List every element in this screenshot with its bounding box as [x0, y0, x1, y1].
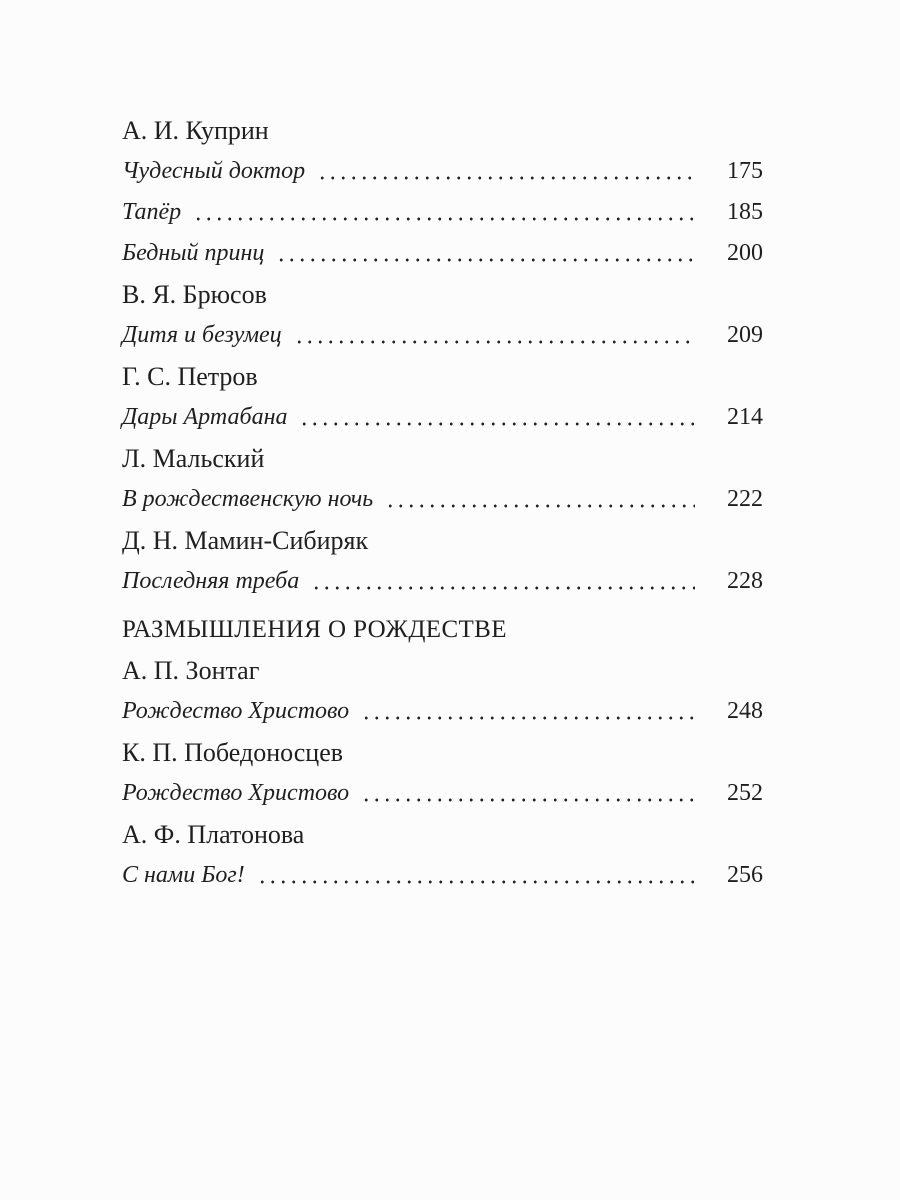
- toc-entry: [122, 691, 763, 732]
- toc-entry-title: Тапёр: [122, 199, 182, 225]
- dot-leader: [292, 315, 695, 356]
- toc-entry: [122, 855, 763, 896]
- toc-entry-page-number: 214: [727, 404, 763, 430]
- toc-section-heading: РАЗМЫШЛЕНИЯ О РОЖДЕСТВЕ: [122, 615, 507, 643]
- toc-entry-title: Дары Артабана: [122, 404, 288, 430]
- toc-entry-title: Бедный принц: [122, 240, 265, 266]
- toc-entry-page-number: 200: [727, 240, 763, 266]
- toc-entry: [122, 233, 763, 274]
- dot-leader: [359, 773, 695, 814]
- toc-list: [122, 110, 763, 896]
- toc-entry-title: Дитя и безумец: [122, 322, 282, 348]
- toc-author-heading: Г. С. Петров: [122, 361, 258, 391]
- toc-entry-title: Рождество Христово: [122, 780, 350, 806]
- toc-author-heading: А. И. Куприн: [122, 115, 269, 145]
- toc-entry: [122, 151, 763, 192]
- toc-author-heading: Л. Мальский: [122, 443, 265, 473]
- dot-leader: [383, 479, 695, 520]
- toc-entry: [122, 561, 763, 602]
- dot-leader: [255, 855, 695, 896]
- dot-leader: [315, 151, 695, 192]
- toc-entry: [122, 397, 763, 438]
- toc-entry: [122, 773, 763, 814]
- dot-leader: [359, 691, 695, 732]
- toc-entry-page-number: 248: [727, 698, 763, 724]
- toc-entry-page-number: 209: [727, 322, 763, 348]
- toc-entry-title: Чудесный доктор: [122, 158, 306, 184]
- toc-entry-page-number: 256: [727, 862, 763, 888]
- toc-entry-title: С нами Бог!: [122, 862, 245, 888]
- dot-leader: [297, 397, 695, 438]
- toc-author-heading: Д. Н. Мамин-Сибиряк: [122, 525, 369, 555]
- toc-entry-title: В рождественскую ночь: [122, 486, 374, 512]
- toc-entry-page-number: 222: [727, 486, 763, 512]
- toc-entry-page-number: 228: [727, 568, 763, 594]
- toc-entry-page-number: 252: [727, 780, 763, 806]
- dot-leader: [191, 192, 695, 233]
- toc-entry: [122, 479, 763, 520]
- dot-leader: [274, 233, 695, 274]
- toc-entry-page-number: 185: [727, 199, 763, 225]
- toc-entry-title: Последняя треба: [122, 568, 300, 594]
- toc-entry: [122, 192, 763, 233]
- toc-entry-title: Рождество Христово: [122, 698, 350, 724]
- toc-author-heading: А. П. Зонтаг: [122, 655, 260, 685]
- dot-leader: [309, 561, 695, 602]
- toc-entry-page-number: 175: [727, 158, 763, 184]
- toc-author-heading: А. Ф. Платонова: [122, 819, 305, 849]
- toc-author-heading: В. Я. Брюсов: [122, 279, 267, 309]
- toc-entry: [122, 315, 763, 356]
- toc-author-heading: К. П. Победоносцев: [122, 737, 344, 767]
